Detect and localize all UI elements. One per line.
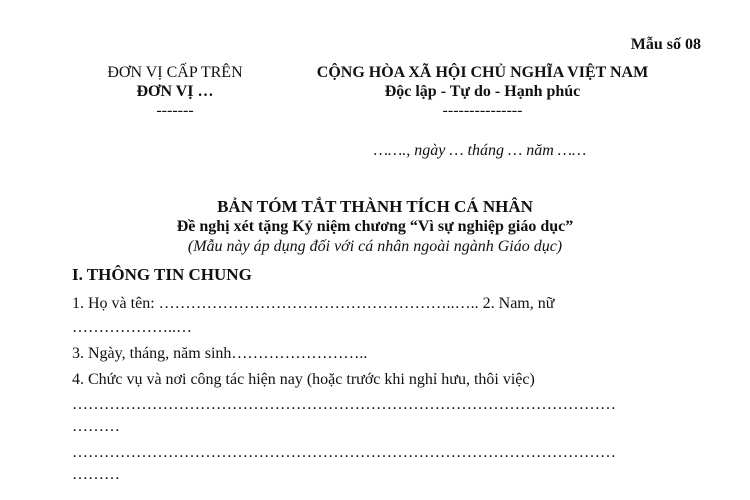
unit-label: ĐƠN VỊ … (136, 83, 214, 100)
form-number: Mẫu số 08 (630, 36, 701, 53)
national-motto: Độc lập - Tự do - Hạnh phúc (384, 83, 581, 100)
birth-date-field-line: 3. Ngày, tháng, năm sinh…………………….. (72, 345, 368, 362)
issuing-unit-header (95, 63, 255, 120)
name-field-line-continued: ………………..… (72, 319, 192, 336)
motto-divider: --------------- (442, 102, 523, 119)
document-subtitle: Đề nghị xét tặng Kỷ niệm chương “Vì sự nghiệp giáo dục” (176, 218, 574, 235)
dotted-fill-line-continued: ……… (72, 418, 120, 435)
document-note: (Mẫu này áp dụng đối với cá nhân ngoài ngành Giáo dục) (187, 238, 563, 255)
section-heading: I. THÔNG TIN CHUNG (72, 265, 252, 284)
country-name: CỘNG HÒA XÃ HỘI CHỦ NGHĨA VIỆT NAM (316, 64, 649, 81)
position-field-line: 4. Chức vụ và nơi công tác hiện nay (hoặc trước khi nghỉ hưu, thôi việc) (72, 371, 535, 388)
document-title-block (90, 197, 660, 257)
dotted-fill-line-continued: ……… (72, 466, 120, 483)
superior-unit-label: ĐƠN VỊ CẤP TRÊN (107, 64, 243, 81)
unit-divider: ------- (156, 102, 194, 119)
date-line: ……., ngày … tháng … năm …… (373, 142, 587, 159)
dotted-fill-line: ………………………………………………………………………………………… (72, 444, 616, 461)
dotted-fill-line: ………………………………………………………………………………………… (72, 396, 616, 413)
name-field-line: 1. Họ và tên: ………………………………………………..….. 2. Nam, nữ (72, 295, 555, 312)
national-header (305, 63, 660, 120)
document-title: BẢN TÓM TẮT THÀNH TÍCH CÁ NHÂN (217, 197, 533, 216)
